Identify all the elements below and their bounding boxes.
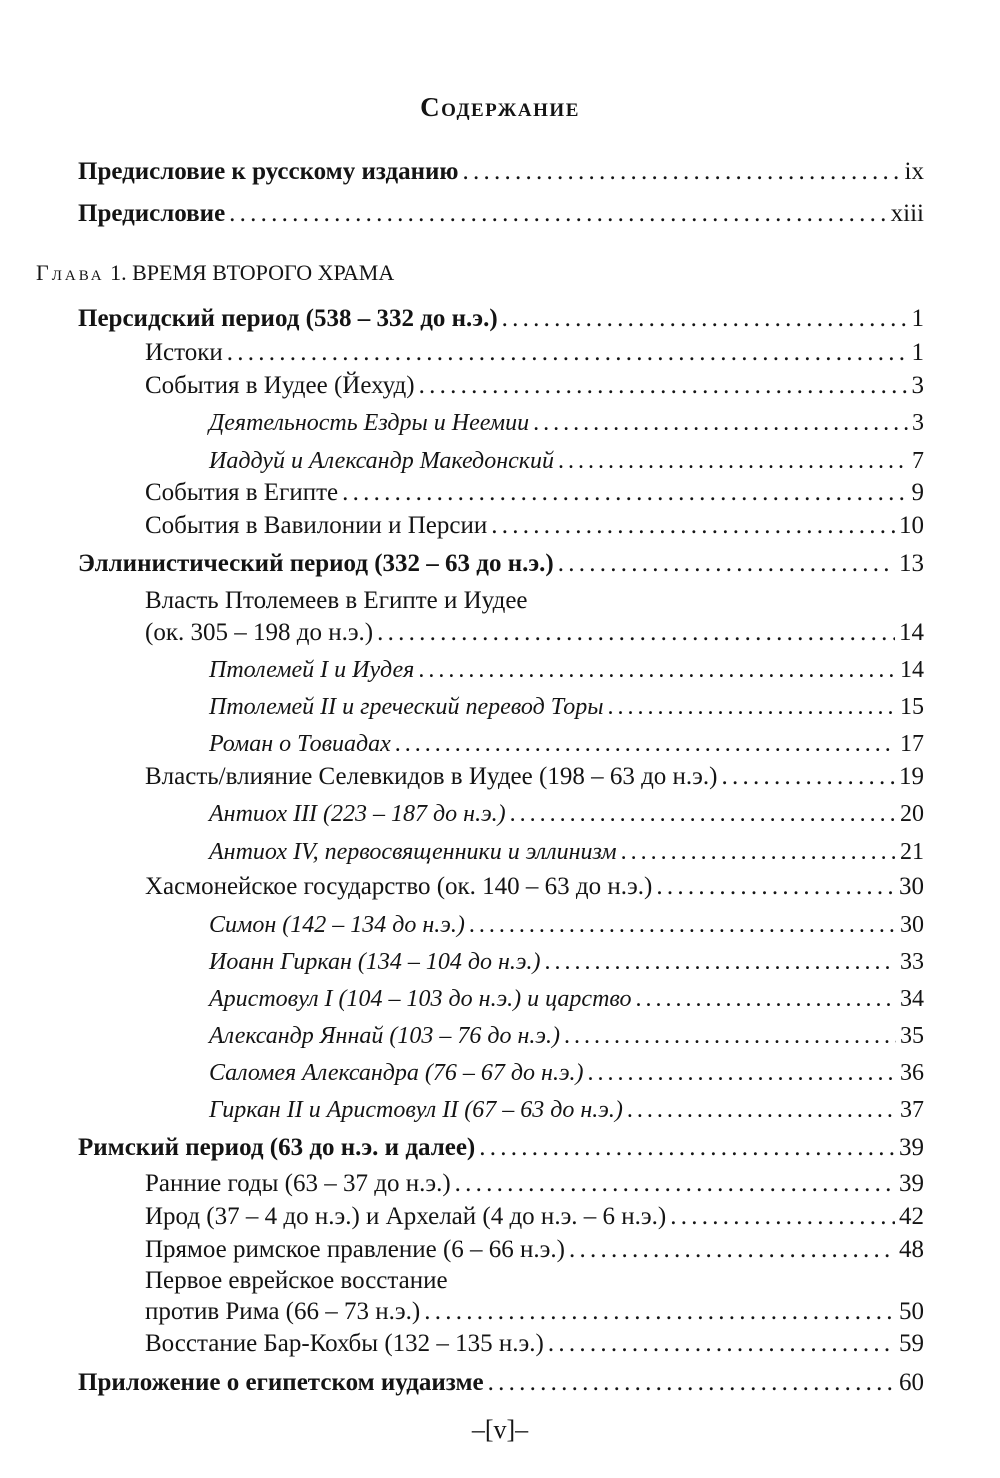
toc-page-number: 33 [900,949,924,975]
toc-entry-label: Иаддуй и Александр Македонский [209,448,554,474]
toc-page-number: 14 [900,657,924,683]
toc-page-number: 17 [900,731,924,757]
toc-page-number: 59 [899,1330,924,1357]
toc-entry-roman-period[interactable] [78,1133,924,1163]
toc-entry-label: События в Египте [145,479,339,506]
toc-entry[interactable] [209,910,924,940]
toc-entry[interactable] [209,408,924,438]
leader-dots [227,338,908,368]
leader-dots [670,1202,895,1232]
toc-entry-label: Гиркан II и Аристовул II (67 – 63 до н.э.) [209,1097,623,1123]
toc-entry-persian-period[interactable] [78,304,924,334]
leader-dots [377,618,895,648]
leader-dots [558,446,908,476]
leader-dots [469,910,896,940]
toc-entry-appendix[interactable] [78,1368,924,1398]
toc-entry-label: Ирод (37 – 4 до н.э.) и Архелай (4 до н.э. – 6 н.э.) [145,1203,667,1230]
toc-entry-label: Аристовул I (104 – 103 до н.э.) и царство [209,986,632,1012]
chapter-word: Глава [36,260,105,285]
toc-page-number: 15 [900,694,924,720]
toc-entry-preface-russian[interactable] [78,157,924,187]
toc-entry-label: Симон (142 – 134 до н.э.) [209,912,465,938]
toc-entry[interactable] [145,1297,924,1327]
toc-entry-label: Деятельность Ездры и Неемии [209,410,530,436]
leader-dots [510,799,896,829]
leader-dots [342,478,907,508]
chapter-title: 1. ВРЕМЯ ВТОРОГО ХРАМА [110,260,395,285]
leader-dots [419,371,908,401]
toc-entry[interactable] [145,371,924,401]
toc-page-number: 30 [899,873,924,900]
toc-entry[interactable] [145,338,924,368]
leader-dots [455,1169,895,1199]
toc-entry-label: Птолемей I и Иудея [209,657,415,683]
leader-dots [545,947,897,977]
toc-entry-label-line[interactable]: Первое еврейское восстание [145,1267,448,1294]
toc-page-number: 48 [899,1236,924,1263]
leader-dots [558,549,895,579]
toc-entry[interactable] [209,446,924,476]
toc-entry[interactable] [209,655,924,685]
toc-page-number: 3 [912,410,924,436]
toc-entry[interactable] [145,478,924,508]
toc-page-number: 36 [900,1060,924,1086]
toc-entry[interactable] [145,511,924,541]
toc-page-number: 50 [899,1298,924,1325]
toc-page-number: 60 [899,1369,924,1396]
toc-entry-label: Персидский период (538 – 332 до н.э.) [78,305,498,332]
toc-page-number: 3 [911,372,924,399]
toc-page-number: 35 [900,1023,924,1049]
toc-entry[interactable] [145,872,924,902]
page-title: Содержание [420,92,580,122]
toc-page-number: 14 [899,619,924,646]
toc-page-number: 21 [900,839,924,865]
leader-dots [395,729,896,759]
leader-dots [502,304,908,334]
toc-entry-label: Ранние годы (63 – 37 до н.э.) [145,1170,451,1197]
toc-entry[interactable] [145,762,924,792]
leader-dots [488,1368,895,1398]
leader-dots [564,1021,896,1051]
toc-page-number: 34 [900,986,924,1012]
leader-dots [621,837,896,867]
toc-entry[interactable] [209,1095,924,1125]
toc-entry-label: против Рима (66 – 73 н.э.) [145,1298,421,1325]
toc-entry-label: Птолемей II и греческий перевод Торы [209,694,604,720]
toc-entry-label: Эллинистический период (332 – 63 до н.э.) [78,550,554,577]
leader-dots [548,1329,895,1359]
leader-dots [627,1095,896,1125]
toc-entry-preface[interactable] [78,199,924,229]
toc-page-number: 9 [911,479,924,506]
toc-page-number: 20 [900,801,924,827]
toc-page-number: 1 [911,305,924,332]
toc-entry[interactable] [209,984,924,1014]
toc-entry[interactable] [209,1058,924,1088]
toc-entry-label: События в Вавилонии и Персии [145,512,488,539]
toc-entry-label: Прямое римское правление (6 – 66 н.э.) [145,1236,565,1263]
toc-entry-label: Истоки [145,339,223,366]
leader-dots [721,762,895,792]
toc-entry-label: (ок. 305 – 198 до н.э.) [145,619,374,646]
toc-page-number: 37 [900,1097,924,1123]
toc-entry[interactable] [145,1329,924,1359]
toc-entry[interactable] [209,837,924,867]
toc-entry-label: Хасмонейское государство (ок. 140 – 63 до н.э.) [145,873,653,900]
toc-page-number: 19 [899,763,924,790]
leader-dots [424,1297,895,1327]
leader-dots [533,408,908,438]
toc-entry-label: Иоанн Гиркан (134 – 104 до н.э.) [209,949,541,975]
toc-page-number: 1 [911,339,924,366]
toc-page-number: 42 [899,1203,924,1230]
toc-page-number: 10 [899,512,924,539]
leader-dots [656,872,895,902]
toc-entry-label: Антиох IV, первосвященники и эллинизм [209,839,617,865]
toc-page-number: 13 [899,550,924,577]
toc-page-number: 30 [900,912,924,938]
leader-dots [479,1133,895,1163]
toc-entry-label: Восстание Бар-Кохбы (132 – 135 н.э.) [145,1330,544,1357]
toc-entry-label: Саломея Александра (76 – 67 до н.э.) [209,1060,584,1086]
toc-entry-label: Александр Яннай (103 – 76 до н.э.) [209,1023,560,1049]
toc-page-number: ix [904,158,924,185]
toc-entry[interactable] [145,1202,924,1232]
leader-dots [607,692,896,722]
toc-page-number: xiii [890,200,924,227]
leader-dots [418,655,896,685]
leader-dots [229,199,886,229]
toc-entry[interactable] [145,1169,924,1199]
toc-entry-label: Приложение о египетском иудаизме [78,1369,484,1396]
toc-page-number: 7 [912,448,924,474]
toc-entry-label: События в Иудее (Йехуд) [145,372,415,399]
toc-entry[interactable] [209,729,924,759]
leader-dots [463,157,901,187]
toc-entry[interactable] [209,947,924,977]
toc-entry-hellenistic-period[interactable] [78,549,924,579]
leader-dots [636,984,896,1014]
toc-entry[interactable] [145,618,924,648]
toc-page-number: 39 [899,1134,924,1161]
toc-entry[interactable] [209,1021,924,1051]
toc-entry[interactable] [145,1235,924,1265]
toc-entry-label: Предисловие [78,200,226,227]
chapter-heading [36,258,394,288]
leader-dots [569,1235,895,1265]
leader-dots [491,511,895,541]
toc-entry-label: Власть/влияние Селевкидов в Иудее (198 – 63 до н.э.) [145,763,718,790]
page-number-footer: –[v]– [471,1415,529,1444]
toc-entry[interactable] [209,799,924,829]
toc-page-number: 39 [899,1170,924,1197]
toc-entry-label: Предисловие к русскому изданию [78,158,459,185]
toc-entry-label: Роман о Товиадах [209,731,391,757]
leader-dots [588,1058,896,1088]
toc-entry-label: Антиох III (223 – 187 до н.э.) [209,801,506,827]
toc-entry[interactable] [209,692,924,722]
toc-entry-label: Римский период (63 до н.э. и далее) [78,1134,476,1161]
toc-entry-label-line[interactable]: Власть Птолемеев в Египте и Иудее [145,587,528,614]
